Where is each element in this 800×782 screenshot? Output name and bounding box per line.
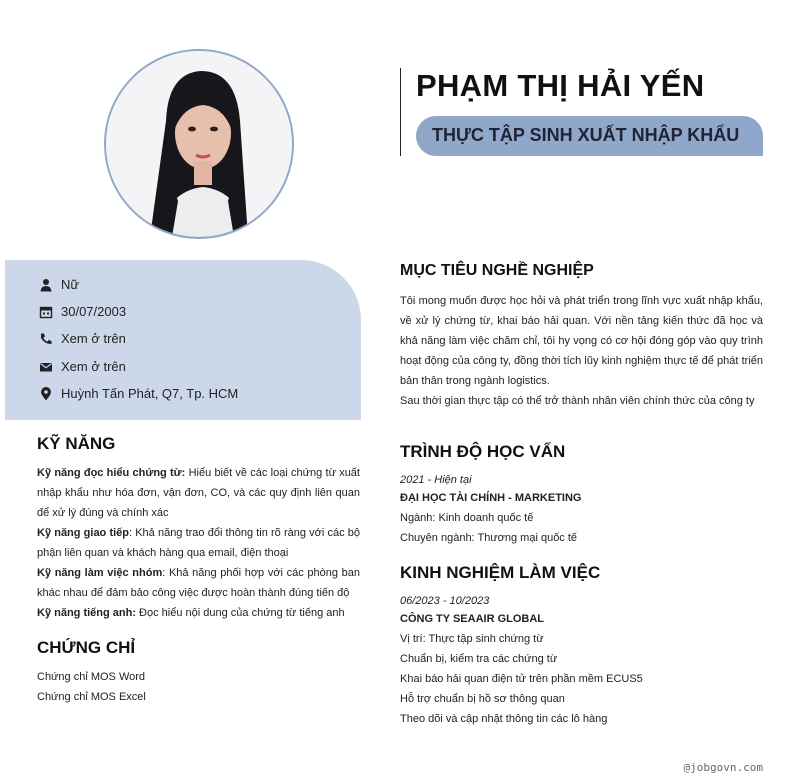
profile-photo bbox=[104, 49, 294, 239]
experience-line: Chuẩn bị, kiểm tra các chứng từ bbox=[400, 653, 558, 665]
skill-label: Kỹ năng làm việc nhóm bbox=[37, 567, 163, 579]
company-name: CÔNG TY SEAAIR GLOBAL bbox=[400, 613, 545, 625]
calendar-icon bbox=[39, 305, 53, 319]
education-period: 2021 - Hiện tại bbox=[400, 474, 472, 486]
portrait-image bbox=[106, 51, 292, 237]
skill-item bbox=[37, 463, 360, 523]
skill-text: : Khả năng phối hợp với các phòng ban khác nhau để đảm bảo công việc được hoàn thành đúng tiến độ bbox=[37, 567, 360, 599]
objective-note: Sau thời gian thực tập có thể trở thành nhân viên chính thức của công ty bbox=[400, 395, 755, 407]
skills-heading: KỸ NĂNG bbox=[37, 434, 116, 453]
email-value[interactable]: Xem ở trên bbox=[61, 359, 126, 374]
header-divider bbox=[400, 68, 401, 156]
dob-value: 30/07/2003 bbox=[61, 304, 127, 319]
skill-item bbox=[37, 603, 360, 623]
certificates-heading: CHỨNG CHỈ bbox=[37, 638, 136, 657]
skill-label: Kỹ năng đọc hiểu chứng từ: bbox=[37, 467, 186, 479]
gender-value: Nữ bbox=[61, 277, 80, 292]
experience-line: Hỗ trợ chuẩn bị hồ sơ thông quan bbox=[400, 693, 565, 705]
person-icon bbox=[39, 278, 53, 292]
candidate-name: PHẠM THỊ HẢI YẾN bbox=[416, 68, 705, 103]
role-banner bbox=[416, 116, 763, 156]
job-title: THỰC TẬP SINH XUẤT NHẬP KHẨU bbox=[432, 125, 740, 145]
experience-period: 06/2023 - 10/2023 bbox=[400, 595, 490, 607]
skill-label: Kỹ năng tiếng anh: bbox=[37, 607, 136, 619]
experience-line: Vị trí: Thực tập sinh chứng từ bbox=[400, 633, 544, 645]
skill-item bbox=[37, 523, 360, 563]
phone-icon bbox=[39, 332, 53, 346]
address-row bbox=[39, 386, 238, 401]
experience-line: Theo dõi và cập nhật thông tin các lô hàng bbox=[400, 713, 608, 725]
skill-text: Hiểu biết về các loại chứng từ xuất nhập khẩu như hóa đơn, vận đơn, CO, và các quy định liên quan để xử lý đúng và chính xác bbox=[37, 467, 360, 519]
objective-heading: MỤC TIÊU NGHỀ NGHIỆP bbox=[400, 262, 594, 279]
skill-text: : Khả năng trao đổi thông tin rõ ràng với các bộ phận liên quan và khách hàng qua email, điện thoại bbox=[37, 527, 360, 559]
watermark: @jobgovn.com bbox=[683, 761, 763, 774]
phone-value[interactable]: Xem ở trên bbox=[61, 331, 126, 346]
address-value: Huỳnh Tấn Phát, Q7, Tp. HCM bbox=[61, 386, 239, 401]
objective-paragraph: Tôi mong muốn được học hỏi và phát triển trong lĩnh vực xuất nhập khẩu, về xử lý chứng từ, khai báo hải quan. Với nền tảng kiến thức đã học và khả năng làm việc chăm chỉ, tôi hy vọng có cơ hội đóng góp vào quy trình hoạt động của công ty, đồng thời tích lũy kinh nghiệm thực tế để phát triển bản thân trong ngành logistics. bbox=[400, 295, 763, 387]
mail-icon bbox=[39, 360, 53, 374]
experience-heading: KINH NGHIỆM LÀM VIỆC bbox=[400, 563, 601, 582]
education-major: Ngành: Kinh doanh quốc tế bbox=[400, 512, 534, 524]
certificate-item: Chứng chỉ MOS Word bbox=[37, 671, 146, 683]
skill-label: Kỹ năng giao tiếp bbox=[37, 527, 129, 539]
experience-line: Khai báo hải quan điện tử trên phần mềm ECUS5 bbox=[400, 673, 643, 685]
dob-row bbox=[39, 304, 126, 319]
education-heading: TRÌNH ĐỘ HỌC VẤN bbox=[400, 442, 566, 461]
skill-text: Đọc hiểu nội dung của chứng từ tiếng anh bbox=[136, 607, 345, 619]
phone-row bbox=[39, 331, 126, 346]
personal-info-panel bbox=[5, 260, 361, 420]
school-name: ĐẠI HỌC TÀI CHÍNH - MARKETING bbox=[400, 492, 582, 504]
location-pin-icon bbox=[39, 387, 53, 401]
email-row bbox=[39, 359, 126, 374]
education-specialization: Chuyên ngành: Thương mại quốc tế bbox=[400, 532, 578, 544]
certificate-item: Chứng chỉ MOS Excel bbox=[37, 691, 146, 703]
skill-item bbox=[37, 563, 360, 603]
gender-row bbox=[39, 277, 79, 292]
